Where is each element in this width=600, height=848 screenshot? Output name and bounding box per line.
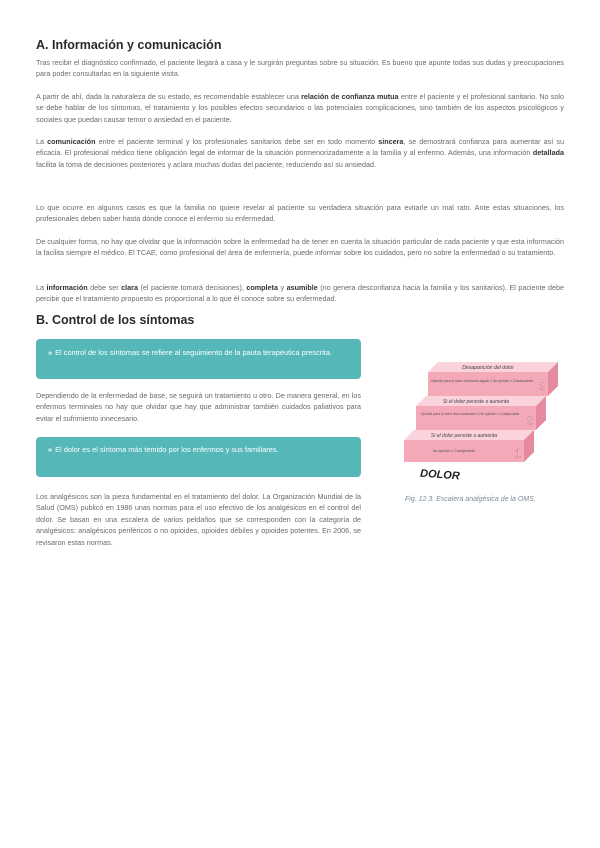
callout-box-1 <box>36 339 361 379</box>
callout-text-1: El control de los síntomas se refiere al seguimiento de la pauta terapéutica prescrita. <box>55 348 333 357</box>
section-a-paragraph-6: La información debe ser clara (el paciente tomará decisiones), completa y asumible (no genera desconfianza hacia la familia y los sanitarios). El paciente debe percibir que el tratamiento propuesto es proporcional a lo que él conoce sobre su enfermedad. <box>36 283 565 304</box>
step2-title: Si el dolor persiste o aumenta <box>442 399 510 405</box>
section-a-paragraph-3: La comunicación entre el paciente terminal y los profesionales sanitarios debe ser en todo momento sincera, se demostrará confianza para aumentar así su eficacia. El profesional médico tiene obligación legal de informar de la situación pormenorizadamente a la familia y al enfermo. Además, una información detallada facilita la toma de decisiones posteriores y aclara muchas dudas del paciente, reduciendo así su ansiedad. <box>36 137 564 169</box>
figure-caption: Fig. 12.3. Escalera analgésica de la OMS. <box>405 496 536 503</box>
step1-number: 1 <box>514 448 522 460</box>
section-b-paragraph-1: Dependiendo de la enfermedad de base, se seguirá un tratamiento u otro. De manera general, en los enfermos terminales no hay que olvidar que hay que administrar también cuidados paliativos para evitar el sufrimiento innecesario. <box>36 391 361 423</box>
section-b-paragraph-2: Los analgésicos son la pieza fundamental en el tratamiento del dolor. La Organización Mundial de la Salud (OMS) publicó en 1986 unas normas para el uso efectivo de los analgésicos en el control del dolor. Se basan en una escalera de varios peldaños que se corresponden con la categoría de analgésicos: analgésicos periféricos o no opioides, opioides débiles y opioides potentes. En 2006, se revisaron estas normas. <box>36 492 361 547</box>
chevron-right-icon: » <box>48 348 53 357</box>
step3-text: Opioide para el dolor moderado-agudo ± No opioide ± Coadyuvante <box>431 379 533 383</box>
callout-box-2 <box>36 437 361 477</box>
section-a-paragraph-5: De cualquier forma, no hay que olvidar que la información sobre la enfermedad ha de tener en cuenta la situación particular de cada paciente y que esta información la facilita siempre el médico. El TCAE, como profesional del área de enfermería, puede informar sobre los cuidados, pero no sobre la enfermedad o su tratamiento. <box>36 237 564 258</box>
step2-number: 2 <box>526 415 534 427</box>
analgesic-ladder-figure <box>404 358 564 486</box>
section-a-paragraph-4: Lo que ocurre en algunos casos es que la familia no quiere revelar al paciente su verdadera situación para evitarle un mal rato. Ante estas situaciones, los profesionales deben saber hasta dónde conoce el enfermo su enfermedad. <box>36 203 564 224</box>
step2-text: Opioide para el dolor leve-moderado ± No opioide ± Coadyuvante <box>420 412 520 416</box>
section-a-paragraph-1: Tras recibir el diagnóstico confirmado, el paciente llegará a casa y le surgirán preguntas sobre su situación. Es bueno que apunte todas sus dudas y preocupaciones para poder consultarlas en la siguiente visita. <box>36 58 564 79</box>
chevron-right-icon: » <box>48 445 53 454</box>
section-a-title: A. Información y comunicación <box>36 38 222 52</box>
step1-title: Si el dolor persiste o aumenta <box>430 433 498 439</box>
callout-text-2: El dolor es el síntoma más temido por los enfermos y sus familiares. <box>55 445 279 454</box>
section-b-title: B. Control de los síntomas <box>36 313 195 327</box>
base-label: DOLOR <box>419 467 461 483</box>
step1-text: No opioide ± Coadyuvante <box>432 449 476 453</box>
step3-title: Desaparición del dolor <box>462 365 514 371</box>
section-a-paragraph-2: A partir de ahí, dada la naturaleza de su estado, es recomendable establecer una relación de confianza mutua entre el paciente y el profesional sanitario. No solo se debe hablar de los síntomas, el tratamiento y los posibles efectos secundarios o las potenciales complicaciones, sino también de los aspectos psicológicos y sociales que puedan causar temor o ansiedad en el paciente. <box>36 92 564 124</box>
step3-number: 3 <box>538 381 546 393</box>
